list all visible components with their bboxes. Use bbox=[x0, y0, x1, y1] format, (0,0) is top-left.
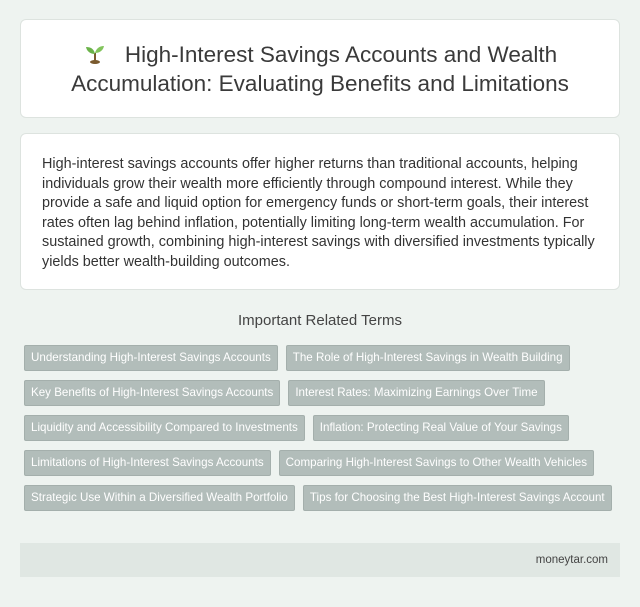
related-term-tag[interactable]: Key Benefits of High-Interest Savings Accounts bbox=[24, 380, 280, 406]
related-terms-heading: Important Related Terms bbox=[238, 312, 402, 329]
page-title-text: High-Interest Savings Accounts and Wealth Accumulation: Evaluating Benefits and Limitations bbox=[71, 41, 569, 96]
sprout-icon bbox=[83, 41, 107, 65]
page-title bbox=[37, 40, 603, 98]
related-term-tag[interactable]: The Role of High-Interest Savings in Wealth Building bbox=[286, 345, 570, 371]
related-term-tag[interactable]: Comparing High-Interest Savings to Other Wealth Vehicles bbox=[279, 450, 594, 476]
related-term-tag[interactable]: Understanding High-Interest Savings Accounts bbox=[24, 345, 278, 371]
footer bbox=[20, 543, 620, 577]
related-terms-list bbox=[24, 345, 624, 511]
title-card bbox=[20, 19, 620, 118]
related-term-tag[interactable]: Interest Rates: Maximizing Earnings Over Time bbox=[288, 380, 544, 406]
related-term-tag[interactable]: Tips for Choosing the Best High-Interest Savings Account bbox=[303, 485, 612, 511]
summary-text: High-interest savings accounts offer higher returns than traditional accounts, helping individuals grow their wealth more efficiently through compound interest. While they provide a safe and liquid option for emergency funds or short-term goals, their interest rates often lag behind inflation, potentially limiting long-term wealth accumulation. For sustained growth, combining high-interest savings with diversified investments typically yields better wealth-building outcomes. bbox=[42, 156, 595, 270]
related-term-tag[interactable]: Strategic Use Within a Diversified Wealth Portfolio bbox=[24, 485, 295, 511]
related-term-tag[interactable]: Inflation: Protecting Real Value of Your Savings bbox=[313, 415, 569, 441]
summary-card bbox=[20, 133, 620, 290]
related-term-tag[interactable]: Liquidity and Accessibility Compared to Investments bbox=[24, 415, 305, 441]
related-term-tag[interactable]: Limitations of High-Interest Savings Accounts bbox=[24, 450, 271, 476]
footer-site-link[interactable]: moneytar.com bbox=[535, 554, 608, 566]
